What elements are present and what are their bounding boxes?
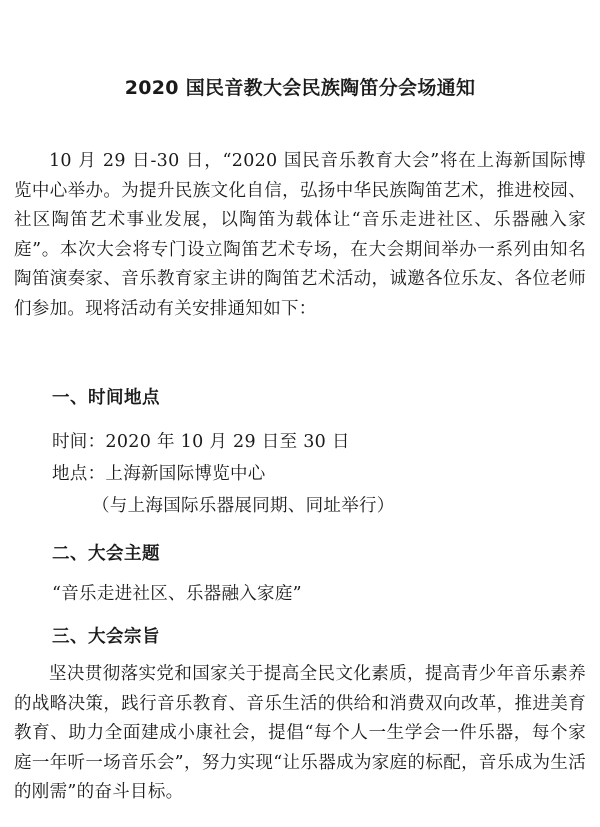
- section-heading-purpose: 三、大会宗旨: [52, 627, 160, 647]
- place-line: 地点：上海新国际博览中心: [52, 464, 266, 484]
- place-note: （与上海国际乐器展同期、同址举行）: [92, 496, 395, 516]
- page-title: 2020 国民音教大会民族陶笛分会场通知: [124, 76, 476, 99]
- theme-line: “音乐走进社区、乐器融入家庭”: [52, 584, 302, 604]
- section-heading-theme: 二、大会主题: [52, 544, 160, 564]
- purpose-paragraph: 坚决贯彻落实党和国家关于提高全民文化素质，提高青少年音乐素养的战略决策，践行音乐教育、音乐生活的供给和消费双向改革，推进美育教育、助力全面建成小康社会，提倡“每个人一生学会一件乐器，每个家庭一年听一场音乐会”，努力实现“让乐器成为家庭的标配，音乐成为生活的刚需”的奋斗目标。: [14, 664, 586, 802]
- intro-paragraph: 10 月 29 日-30 日，“2020 国民音乐教育大会”将在上海新国际博览中心举办。为提升民族文化自信，弘扬中华民族陶笛艺术，推进校园、社区陶笛艺术事业发展，以陶笛为载体让“音乐走进社区、乐器融入家庭”。本次大会将专门设立陶笛艺术专场，在大会期间举办一系列由知名陶笛演奏家、音乐教育家主讲的陶笛艺术活动，诚邀各位乐友、各位老师们参加。现将活动有关安排通知如下：: [14, 151, 586, 319]
- section-heading-time-place: 一、时间地点: [52, 388, 160, 408]
- time-line: 时间：2020 年 10 月 29 日至 30 日: [52, 432, 350, 452]
